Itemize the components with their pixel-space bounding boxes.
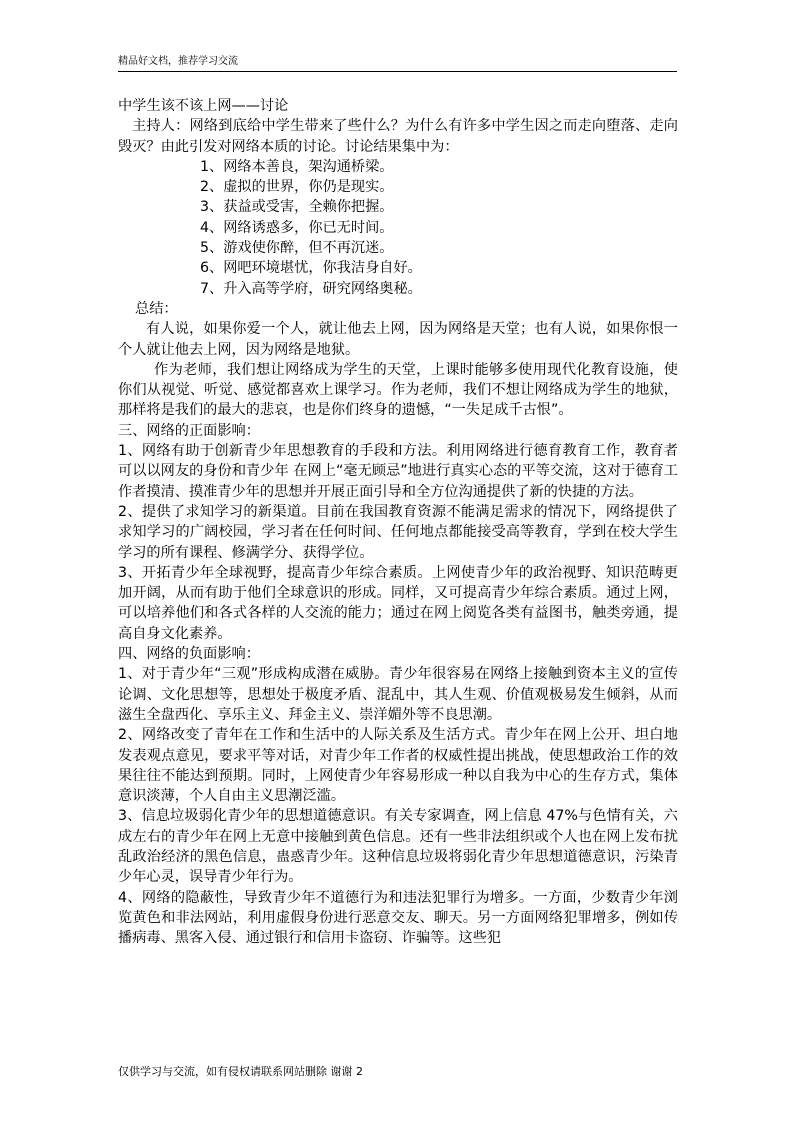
section-paragraph: 1、网络有助于创新青少年思想教育的手段和方法。利用网络进行德育教育工作，教育者可以以网友的身份和青少年 在网上“毫无顾忌”地进行真实心态的平等交流，这对于德育工作者摸清、摸准青少年的思想并开展正面引导和全方位沟通提供了新的快捷的方法。 [118,443,678,500]
list-item: 3、获益或受害，全赖你把握。 [200,199,394,216]
section-paragraph: 4、网络的隐蔽性，导致青少年不道德行为和违法犯罪行为增多。一方面，少数青少年浏览黄色和非法网站，利用虚假身份进行恶意交友、聊天。另一方面网络犯罪增多，例如传播病毒、黑客入侵、通过银行和信用卡盗窃、诈骗等。这些犯 [118,889,678,947]
list-item: 1、网络本善良，架沟通桥梁。 [200,158,394,175]
document-body [118,96,678,948]
section-paragraph: 3、开拓青少年全球视野，提高青少年综合素质。上网使青少年的政治视野、知识范畴更加开阔，从而有助于他们全球意识的形成。同样，又可提高青少年综合素质。通过上网，可以培养他们和各式各样的人交流的能力；通过在网上阅览各类有益图书，触类旁通，提高自身文化素养。 [118,564,678,642]
page-footer: 仅供学习与交流，如有侵权请联系网站删除 谢谢 2 [118,1065,363,1078]
section-paragraph: 2、提供了求知学习的新渠道。目前在我国教育资源不能满足需求的情况下，网络提供了求知学习的广阔校园，学习者在任何时间、任何地点都能接受高等教育，学到在校大学生学习的所有课程、修满学分、获得学位。 [118,503,678,561]
host-paragraph: 主持人：网络到底给中学生带来了些什么？为什么有许多中学生因之而走向堕落、走向毁灭？由此引发对网络本质的讨论。讨论结果集中为： [118,118,678,155]
section-paragraph: 1、对于青少年“三观”形成构成潜在威胁。青少年很容易在网络上接触到资本主义的宣传论调、文化思想等，思想处于极度矛盾、混乱中，其人生观、价值观极易发生倾斜，从而滋生全盘西化、享乐主义、拜金主义、崇洋媚外等不良思潮。 [118,666,678,723]
list-item: 6、网吧环境堪忧，你我洁身自好。 [200,260,422,277]
section-heading: 三、网络的正面影响： [118,422,260,439]
section-heading: 四、网络的负面影响： [118,646,260,663]
list-item: 2、虚拟的世界，你仍是现实。 [200,179,394,196]
summary-paragraph: 有人说，如果你爱一个人，就让他去上网，因为网络是天堂；也有人说，如果你恨一个人就让他去上网，因为网络是地狱。 [118,321,678,358]
discussion-list [118,157,678,299]
section-paragraph: 2、网络改变了青年在工作和生活中的人际关系及生活方式。青少年在网上公开、坦白地发表观点意见，要求平等对话，对青少年工作者的权威性提出挑战，使思想政治工作的效果往往不能达到预期。同时，上网使青少年容易形成一种以自我为中心的生存方式，集体意识淡薄，个人自由主义思潮泛滥。 [118,727,678,805]
page-header: 精品好文档，推荐学习交流 [118,56,238,67]
header-divider [118,71,677,72]
list-item: 4、网络诱惑多，你已无时间。 [200,219,394,236]
list-item: 7、升入高等学府，研究网络奥秘。 [200,280,422,297]
summary-paragraph: 作为老师，我们想让网络成为学生的天堂，上课时能够多使用现代化教育设施，使你们从视觉、听觉、感觉都喜欢上课学习。作为老师，我们不想让网络成为学生的地狱，那样将是我们的最大的悲哀，也是你们终身的遗憾，“一失足成千古恨”。 [118,361,678,419]
document-title: 中学生该不该上网——讨论 [118,98,289,114]
section-paragraph: 3、信息垃圾弱化青少年的思想道德意识。有关专家调查，网上信息 47%与色情有关，六成左右的青少年在网上无意中接触到黄色信息。还有一些非法组织或个人也在网上发布扰乱政治经济的黑色信息，蛊惑青少年。这种信息垃圾将弱化青少年思想道德意识，污染青少年心灵，误导青少年行为。 [118,808,678,886]
list-item: 5、游戏使你醉，但不再沉迷。 [200,240,394,257]
summary-label: 总结： [135,300,178,317]
